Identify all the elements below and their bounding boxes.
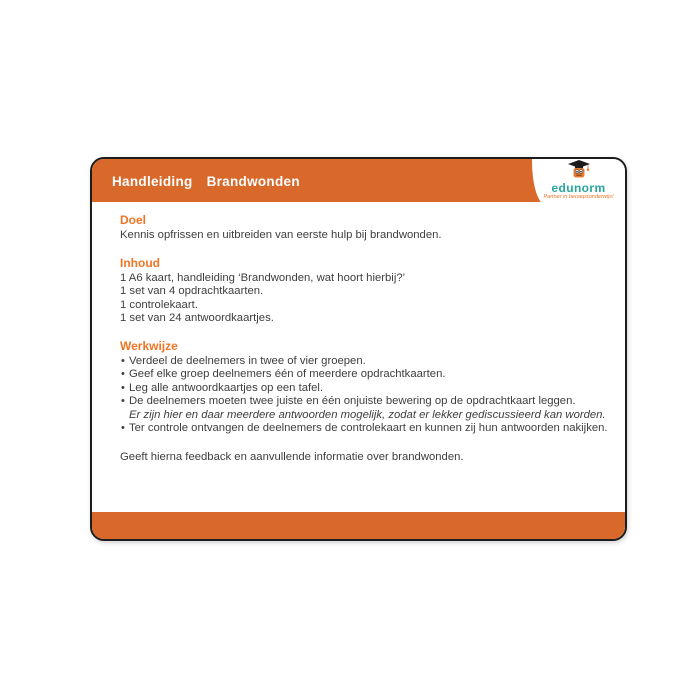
inhoud-line: 1 set van 4 opdrachtkaarten. (120, 285, 264, 297)
closing-text: Geeft hierna feedback en aanvullende informatie over brandwonden. (120, 450, 464, 463)
section-doel (120, 213, 615, 243)
card-footer-bar (92, 512, 625, 539)
werkwijze-bullet: • Verdeel de deelnemers in twee of vier groepen. (120, 355, 615, 369)
section-heading-doel: Doel (120, 213, 147, 227)
instruction-card (90, 157, 627, 541)
section-werkwijze (120, 339, 615, 436)
werkwijze-bullet: • Ter controle ontvangen de deelnemers de controlekaart en kunnen zij hun antwoorden nakijken. (120, 422, 615, 436)
werkwijze-bullet: • Geef elke groep deelnemers één of meerdere opdrachtkaarten. (120, 368, 615, 382)
section-heading-inhoud: Inhoud (120, 255, 160, 270)
inhoud-line: 1 set van 24 antwoordkaartjes. (120, 312, 274, 324)
edunorm-logo-text: edunorm (551, 181, 606, 195)
section-heading-werkwijze: Werkwijze (120, 338, 178, 353)
card-title: Handleiding (112, 174, 193, 189)
werkwijze-note: Er zijn hier en daar meerdere antwoorden mogelijk, zodat er lekker gediscussieerd kan worden. (129, 408, 606, 421)
card-header-titles (112, 159, 300, 202)
werkwijze-bullet: • De deelnemers moeten twee juiste en één onjuiste bewering op de opdrachtkaart leggen. (120, 395, 615, 409)
edunorm-logo (532, 159, 625, 205)
werkwijze-bullet: • Leg alle antwoordkaartjes op een tafel. (120, 382, 615, 396)
edunorm-tagline: Partner in beroepsonderwijs! (543, 194, 614, 200)
inhoud-line: 1 controlekaart. (120, 298, 198, 311)
section-inhoud (120, 256, 615, 326)
doel-text: Kennis opfrissen en uitbreiden van eerste hulp bij brandwonden. (120, 229, 442, 241)
inhoud-line: 1 A6 kaart, handleiding ‘Brandwonden, wat hoort hierbij?’ (120, 271, 406, 284)
card-subtitle: Brandwonden (206, 174, 300, 189)
card-body (120, 202, 615, 464)
